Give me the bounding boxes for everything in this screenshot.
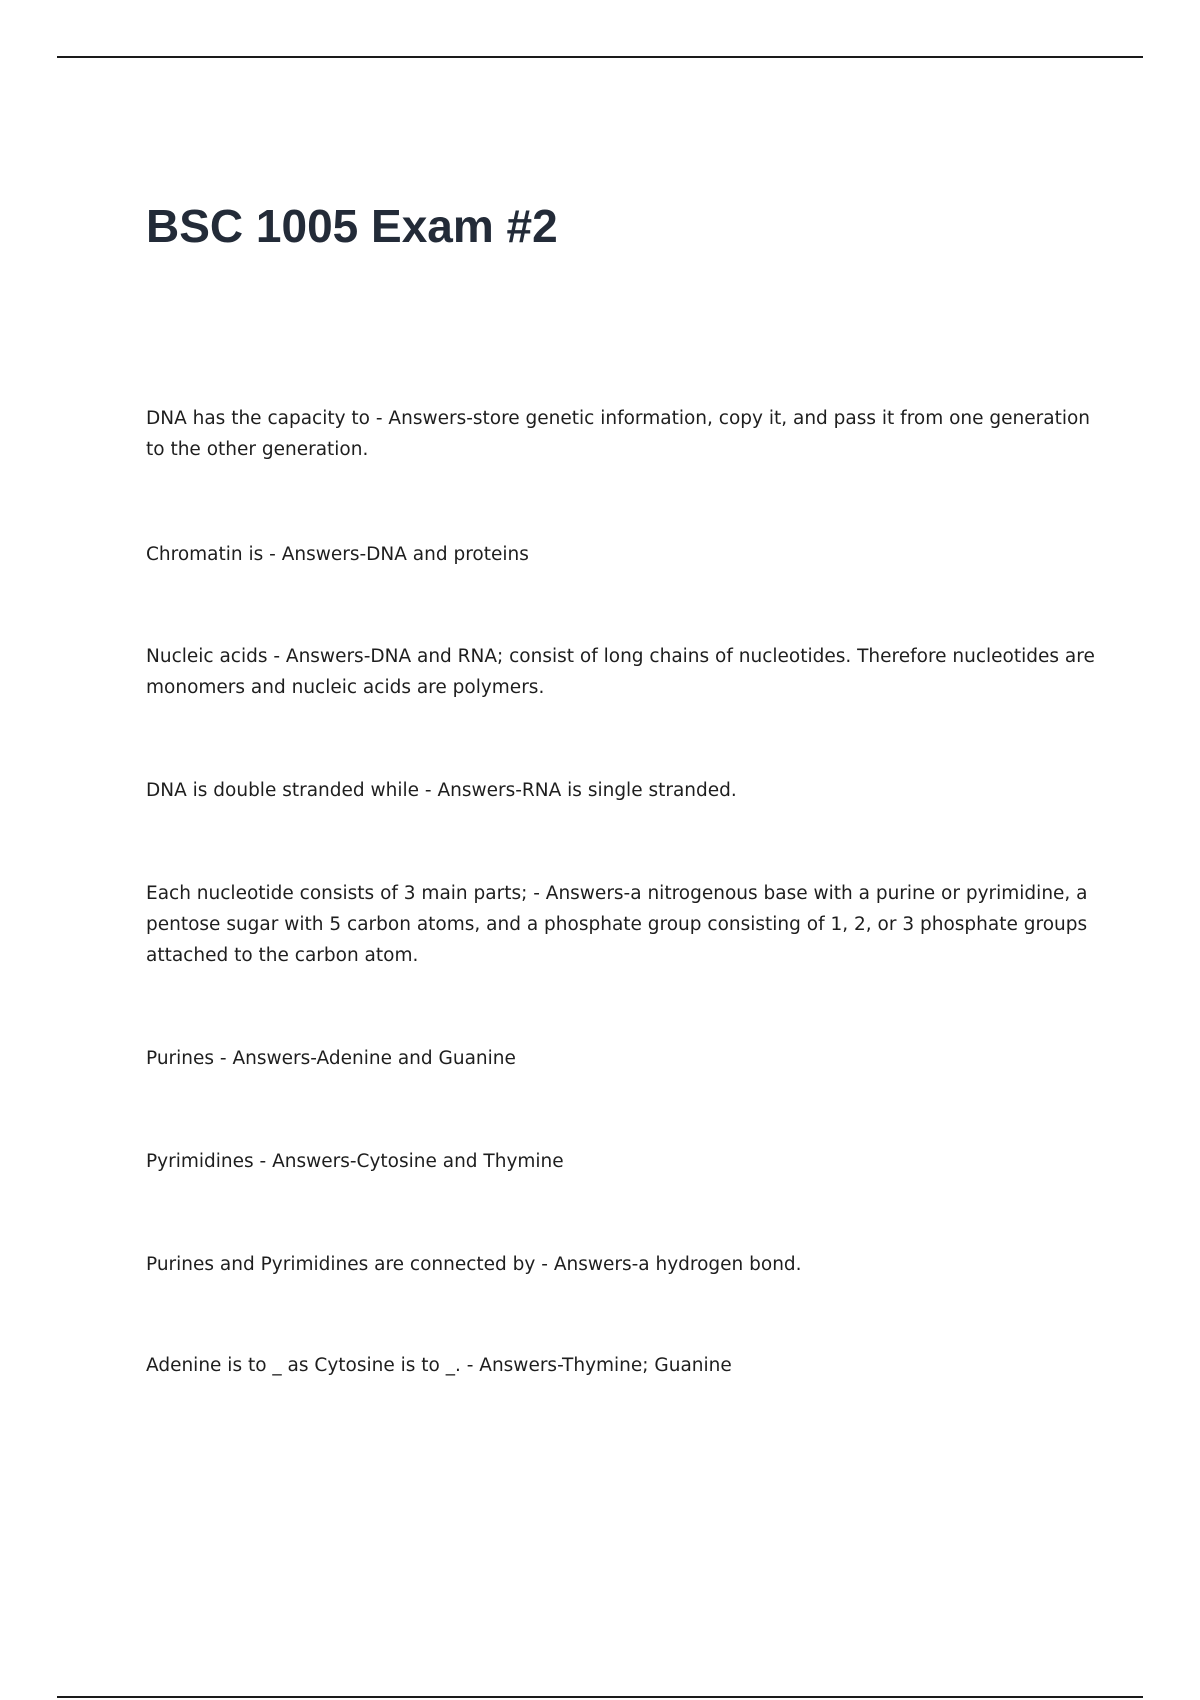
qa-item-nucleotide-parts: Each nucleotide consists of 3 main parts; - Answers-a nitrogenous base with a purine or pyrimidine, a pentose sugar with 5 carbon atoms, and a phosphate group consisting of 1, 2, or 3 phosphate groups attached to the carbon atom. — [146, 883, 1088, 966]
qa-item-nucleic-acids: Nucleic acids - Answers-DNA and RNA; consist of long chains of nucleotides. Therefore nucleotides are monomers and nucleic acids are polymers. — [146, 646, 1095, 698]
qa-item-purines: Purines - Answers-Adenine and Guanine — [146, 1048, 516, 1069]
top-divider — [57, 56, 1143, 58]
bottom-divider — [57, 1696, 1143, 1698]
page-title: BSC 1005 Exam #2 — [146, 200, 558, 252]
qa-item-base-pairing: Adenine is to _ as Cytosine is to _. - Answers-Thymine; Guanine — [146, 1355, 732, 1376]
qa-item-dna-double-stranded: DNA is double stranded while - Answers-RNA is single stranded. — [146, 780, 737, 801]
qa-item-connection: Purines and Pyrimidines are connected by - Answers-a hydrogen bond. — [146, 1254, 802, 1275]
qa-item-dna-capacity: DNA has the capacity to - Answers-store genetic information, copy it, and pass it from one generation to the other generation. — [146, 408, 1091, 460]
qa-item-chromatin: Chromatin is - Answers-DNA and proteins — [146, 544, 529, 565]
qa-item-pyrimidines: Pyrimidines - Answers-Cytosine and Thymine — [146, 1151, 564, 1172]
